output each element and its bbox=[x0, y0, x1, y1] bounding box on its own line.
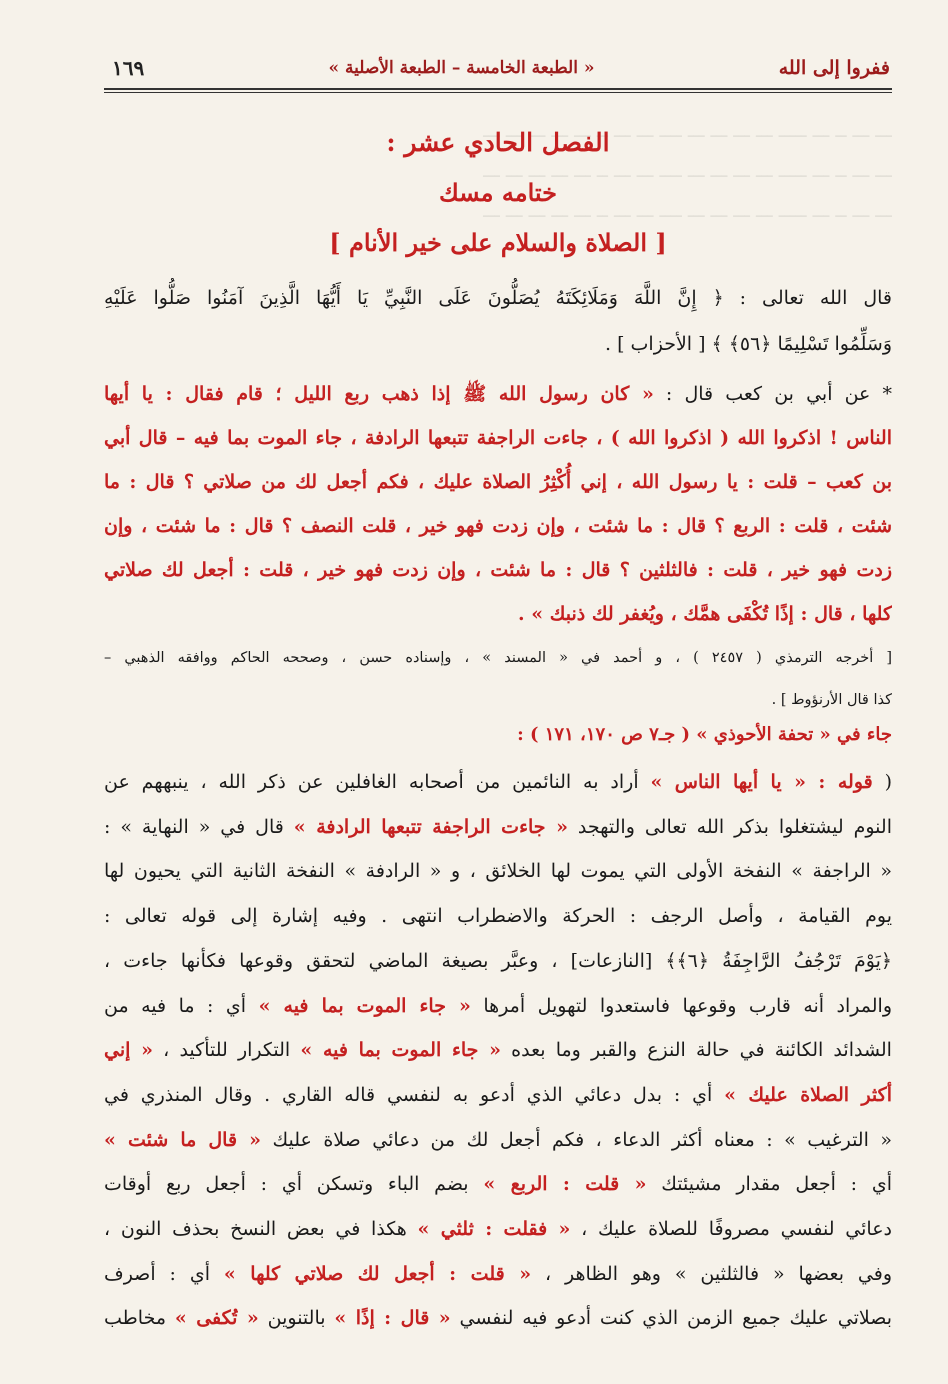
commentary-line bbox=[104, 1254, 892, 1294]
quoted-phrase: « جاء الموت بما فيه » bbox=[300, 1039, 502, 1061]
commentary-line bbox=[104, 896, 892, 936]
commentary-text: التكرار للتأكيد ، bbox=[153, 1039, 301, 1061]
chapter-number: الفصل الحادي عشر : bbox=[386, 128, 610, 157]
hadith-line bbox=[104, 374, 892, 414]
quoted-phrase: « تُكفى » bbox=[174, 1307, 259, 1329]
hadith-line bbox=[104, 462, 892, 502]
commentary-line bbox=[104, 1075, 892, 1115]
hadith-text: « كان رسول الله ﷺ إذا ذهب ربع الليل ؛ قام فقال : يا أيها bbox=[104, 383, 654, 405]
quoted-phrase: « فقلت : ثلثي » bbox=[417, 1218, 571, 1240]
hadith-line bbox=[104, 506, 892, 546]
verse-line: قال الله تعالى : ﴿ إِنَّ اللَّهَ وَمَلَائِكَتَهُ يُصَلُّونَ عَلَى النَّبِيِّ يَا أَيُّهَا الَّذِينَ آمَنُوا صَلُّوا عَلَيْهِ bbox=[104, 287, 892, 309]
book-title: ففروا إلى الله bbox=[778, 57, 890, 79]
quoted-phrase: « قلت : أجعل لك صلاتي كلها » bbox=[223, 1263, 532, 1285]
commentary-text: أي : أجعل مقدار مشيئتك bbox=[646, 1173, 892, 1195]
quoted-phrase: قوله : « يا أيها الناس » bbox=[650, 771, 873, 793]
commentary-text: دعائي لنفسي مصروفًا للصلاة عليك ، bbox=[570, 1218, 892, 1240]
running-header bbox=[112, 50, 890, 86]
show-through-text: ـــ ـــ ــ ـــ ـــــ ـــ ـــ ـــ ـــ ــــ ـــ ـــ ــ ـــ ـــ ـــ ـــ ـــ bbox=[483, 200, 892, 222]
hadith-text: الناس ! اذكروا الله ( اذكروا الله ) ، جاءت الراجفة تتبعها الرادفة ، جاء الموت بما فيه – قال أبي bbox=[104, 427, 892, 449]
quoted-phrase: « قلت : الربع » bbox=[483, 1173, 647, 1195]
commentary-line bbox=[104, 851, 892, 891]
commentary-text: بضم الباء وتسكن أي : أجعل ربع أوقات bbox=[104, 1173, 484, 1195]
commentary-text: « الراجفة » النفخة الأولى التي يموت لها الخلائق ، و « الرادفة » النفخة الثانية التي يحيون لها bbox=[104, 860, 892, 882]
commentary-line bbox=[104, 807, 892, 847]
commentary-line bbox=[104, 986, 892, 1026]
commentary-line bbox=[104, 1030, 892, 1070]
chapter-subtitle: [ الصلاة والسلام على خير الأنام ] bbox=[329, 228, 667, 257]
commentary-text: بصلاتي عليك جميع الزمن الذي كنت أدعو فيه لنفسي bbox=[450, 1307, 892, 1329]
commentary-heading: جاء في « تحفة الأحوذي » ( جـ٧ ص ١٧٠، ١٧١ ) : bbox=[517, 724, 892, 745]
commentary-text: بالتنوين bbox=[258, 1307, 335, 1329]
hadith-text: بن كعب – قلت : يا رسول الله ، إني أُكْثِرُ الصلاة عليك ، فكم أجعل لك من صلاتي ؟ قال : ما bbox=[104, 471, 892, 493]
commentary-text: « الترغيب » : معناه أكثر الدعاء ، فكم أجعل لك من دعائي صلاة عليك bbox=[260, 1129, 892, 1151]
quoted-phrase: « إني bbox=[104, 1039, 154, 1061]
hadith-text: زدت فهو خير ، قلت : فالثلثين ؟ قال : ما شئت ، وإن زدت فهو خير ، قلت : أجعل لك صلاتي bbox=[104, 559, 892, 581]
header-rule bbox=[104, 88, 892, 93]
page-number: ١٦٩ bbox=[112, 56, 145, 80]
commentary-text: قال في « النهاية » : bbox=[104, 816, 294, 838]
commentary-line bbox=[104, 1298, 892, 1338]
verse-line: وَسَلِّمُوا تَسْلِيمًا ﴿٥٦﴾ ﴾ [ الأحزاب ] . bbox=[605, 333, 892, 355]
commentary-text: مخاطب bbox=[104, 1307, 175, 1329]
commentary-text: أراد به النائمين من أصحابه الغافلين عن ذكر الله ، ينبههم عن bbox=[104, 771, 651, 793]
takhrij-line: كذا قال الأرنؤوط ] . bbox=[771, 692, 892, 708]
commentary-line bbox=[104, 1209, 892, 1249]
takhrij-line: [ أخرجه الترمذي ( ٢٤٥٧ ) ، و أحمد في « المسند » ، وإسناده حسن ، وصححه الحاكم ووافقه الذهبي – bbox=[104, 650, 892, 666]
hadith-line bbox=[104, 594, 892, 634]
commentary-text: وفي بعضها « فالثلثين » وهو الظاهر ، bbox=[531, 1263, 892, 1285]
hadith-text: كلها ، قال : إذًا تُكْفَى همَّك ، ويُغفر لك ذنبك » . bbox=[518, 603, 892, 625]
commentary-line bbox=[104, 762, 892, 802]
commentary-line bbox=[104, 1120, 892, 1160]
commentary-line bbox=[104, 941, 892, 981]
quoted-phrase: « قال ما شئت » bbox=[104, 1129, 261, 1151]
chapter-title: ختامه مسك bbox=[439, 178, 557, 207]
commentary-text: الشدائد الكائنة في حالة النزع والقبر وما بعده bbox=[501, 1039, 892, 1061]
commentary-text: والمراد أنه قارب وقوعها فاستعدوا لتهويل أمرها bbox=[470, 995, 892, 1017]
show-through-text: ـــ ـــ ــ ـــ ـــــ ـــ ـــ ـــ ـــ ــــ ـــ ـــ ــ ـــ ـــ ـــ ـــ ـــ bbox=[483, 120, 892, 142]
commentary-text: أي : بدل دعائي الذي أدعو به لنفسي قاله القاري . وقال المنذري في bbox=[104, 1084, 725, 1106]
hadith-intro: * عن أبي بن كعب قال : bbox=[653, 383, 892, 405]
hadith-line bbox=[104, 550, 892, 590]
commentary-text: النوم ليشتغلوا بذكر الله تعالى والتهجد bbox=[567, 816, 892, 838]
edition-label: « الطبعة الخامسة – الطبعة الأصلية » bbox=[328, 58, 595, 78]
commentary-text: أي : ما فيه من bbox=[104, 995, 259, 1017]
commentary-text: هكذا في بعض النسخ بحذف النون ، bbox=[104, 1218, 418, 1240]
commentary-text: ( bbox=[872, 771, 892, 793]
quoted-phrase: « جاء الموت بما فيه » bbox=[258, 995, 471, 1017]
hadith-text: شئت ، قلت : الربع ؟ قال : ما شئت ، وإن زدت فهو خير ، قلت النصف ؟ قال : ما شئت ، وإن bbox=[104, 515, 892, 537]
quoted-phrase: « جاءت الراجفة تتبعها الرادفة » bbox=[293, 816, 568, 838]
commentary-line bbox=[104, 1164, 892, 1204]
hadith-line bbox=[104, 418, 892, 458]
quoted-phrase: « قال : إذًا » bbox=[334, 1307, 451, 1329]
commentary-text: أي : أصرف bbox=[104, 1263, 224, 1285]
quoted-phrase: أكثر الصلاة عليك » bbox=[724, 1084, 892, 1106]
commentary-text: يوم القيامة ، وأصل الرجف : الحركة والاضطراب انتهى . وفيه إشارة إلى قوله تعالى : bbox=[104, 905, 892, 927]
show-through-text: ـــ ـــ ــ ـــ ـــــ ـــ ـــ ـــ ـــ ــــ ـــ ـــ ــ ـــ ـــ ـــ ـــ ـــ bbox=[483, 160, 892, 182]
commentary-text: ﴿يَوْمَ تَرْجُفُ الرَّاجِفَةُ ﴿٦﴾﴾ [النازعات] ، وعبَّر بصيغة الماضي لتحقق وقوعها فكأنها جاءت ، bbox=[104, 950, 892, 972]
